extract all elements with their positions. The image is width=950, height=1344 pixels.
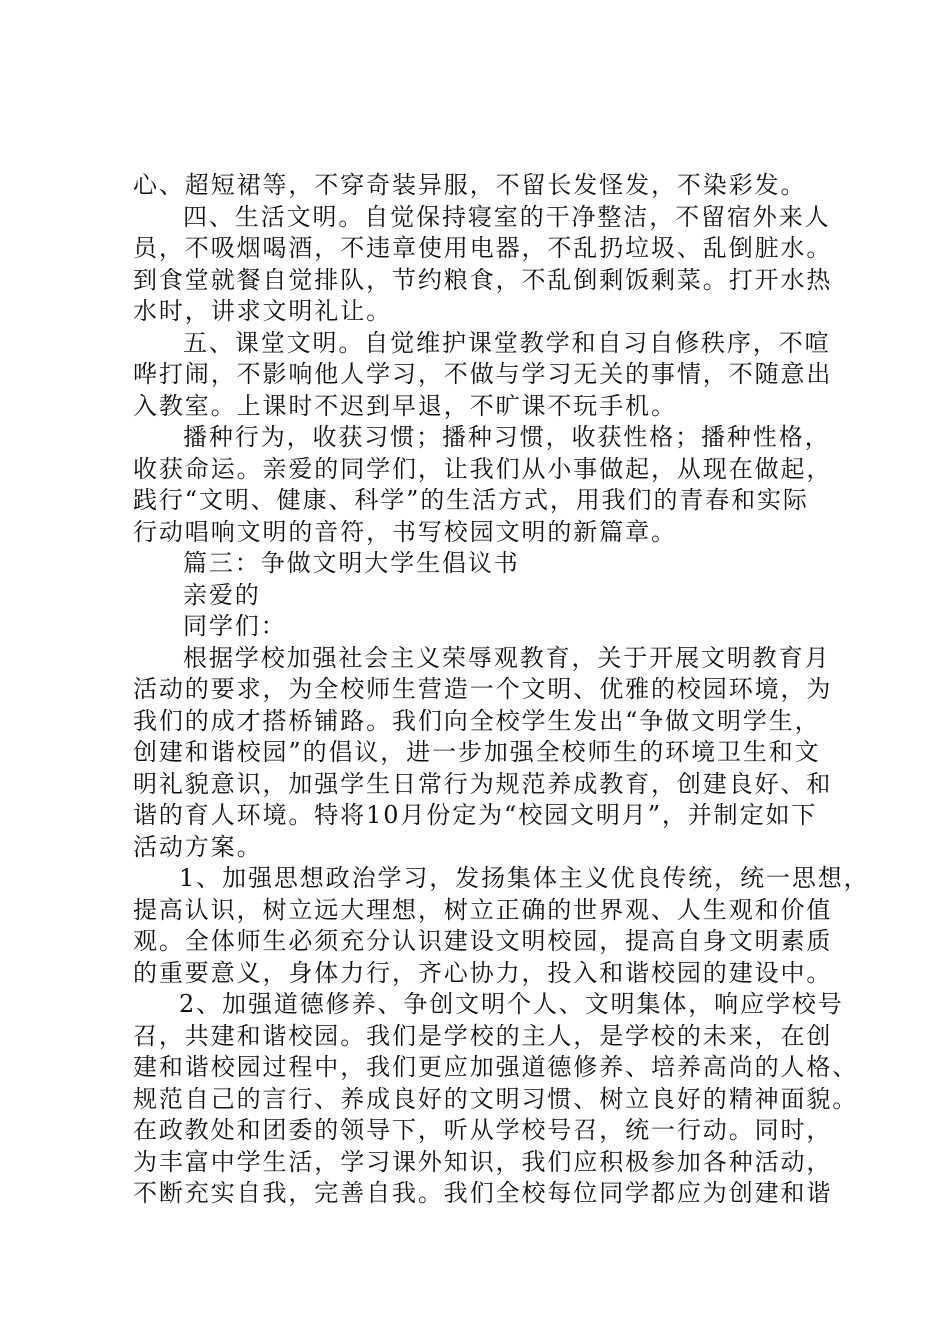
text-line: 到食堂就餐自觉排队，节约粮食，不乱倒剩饭剩菜。打开水热 — [133, 265, 833, 294]
text-line: 水时，讲求文明礼让。 — [133, 297, 392, 325]
document-body — [133, 170, 870, 1210]
list-item-line: 1、加强思想政治学习，发扬集体主义优良传统，统一思想， — [179, 864, 870, 892]
text-line: 活动方案。 — [133, 832, 263, 861]
text-line: 播种行为，收获习惯；播种习惯，收获性格；播种性格， — [183, 423, 831, 451]
salutation-line: 同学们： — [183, 612, 287, 640]
text-line: 建和谐校园过程中，我们更应加强道德修养、培养高尚的人格、 — [133, 1053, 859, 1081]
text-line: 我们的成才搭桥铺路。我们向全校学生发出“争做文明学生， — [133, 706, 821, 735]
text-line: 收获命运。亲爱的同学们，让我们从小事做起，从现在做起， — [133, 454, 833, 483]
list-item-line: 2、加强道德修养、争创文明个人、文明集体，响应学校号 — [179, 990, 844, 1018]
text-line: 活动的要求，为全校师生营造一个文明、优雅的校园环境，为 — [133, 675, 833, 703]
text-line: 在政教处和团委的领导下，听从学校号召，统一行动。同时， — [133, 1116, 833, 1144]
text-line: 提高认识，树立远大理想，树立正确的世界观、人生观和价值 — [133, 895, 833, 924]
text-line: 的重要意义，身体力行，齐心协力，投入和谐校园的建设中。 — [133, 958, 833, 987]
text-line: 谐的育人环境。特将10月份定为“校园文明月”，并制定如下 — [133, 801, 818, 829]
section-heading: 篇三：争做文明大学生倡议书 — [183, 549, 520, 577]
text-line: 规范自己的言行、养成良好的文明习惯、树立良好的精神面貌。 — [133, 1084, 859, 1113]
text-line: 入教室。上课时不迟到早退，不旷课不玩手机。 — [133, 391, 677, 420]
text-line: 为丰富中学生活，学习课外知识，我们应积极参加各种活动， — [133, 1147, 833, 1176]
text-line: 践行“文明、健康、科学”的生活方式，用我们的青春和实际 — [133, 486, 809, 514]
text-line: 根据学校加强社会主义荣辱观教育，关于开展文明教育月 — [183, 643, 831, 672]
text-line: 哗打闹，不影响他人学习，不做与学习无关的事情，不随意出 — [133, 360, 833, 388]
salutation-line: 亲爱的 — [183, 580, 261, 609]
text-line: 员，不吸烟喝酒，不违章使用电器，不乱扔垃圾、乱倒脏水。 — [133, 234, 833, 262]
text-line: 不断充实自我，完善自我。我们全校每位同学都应为创建和谐 — [133, 1179, 833, 1207]
text-line: 创建和谐校园”的倡议，进一步加强全校师生的环境卫生和文 — [133, 738, 821, 766]
text-line: 五、课堂文明。自觉维护课堂教学和自习自修秩序，不喧 — [183, 328, 831, 357]
text-line: 行动唱响文明的音符，书写校园文明的新篇章。 — [133, 517, 677, 546]
text-line: 观。全体师生必须充分认识建设文明校园，提高自身文明素质 — [133, 927, 833, 955]
text-line: 明礼貌意识，加强学生日常行为规范养成教育，创建良好、和 — [133, 769, 833, 798]
text-line: 四、生活文明。自觉保持寝室的干净整洁，不留宿外来人 — [183, 202, 831, 231]
text-line: 心、超短裙等，不穿奇装异服，不留长发怪发，不染彩发。 — [133, 171, 807, 199]
text-line: 召，共建和谐校园。我们是学校的主人，是学校的未来，在创 — [133, 1021, 833, 1050]
